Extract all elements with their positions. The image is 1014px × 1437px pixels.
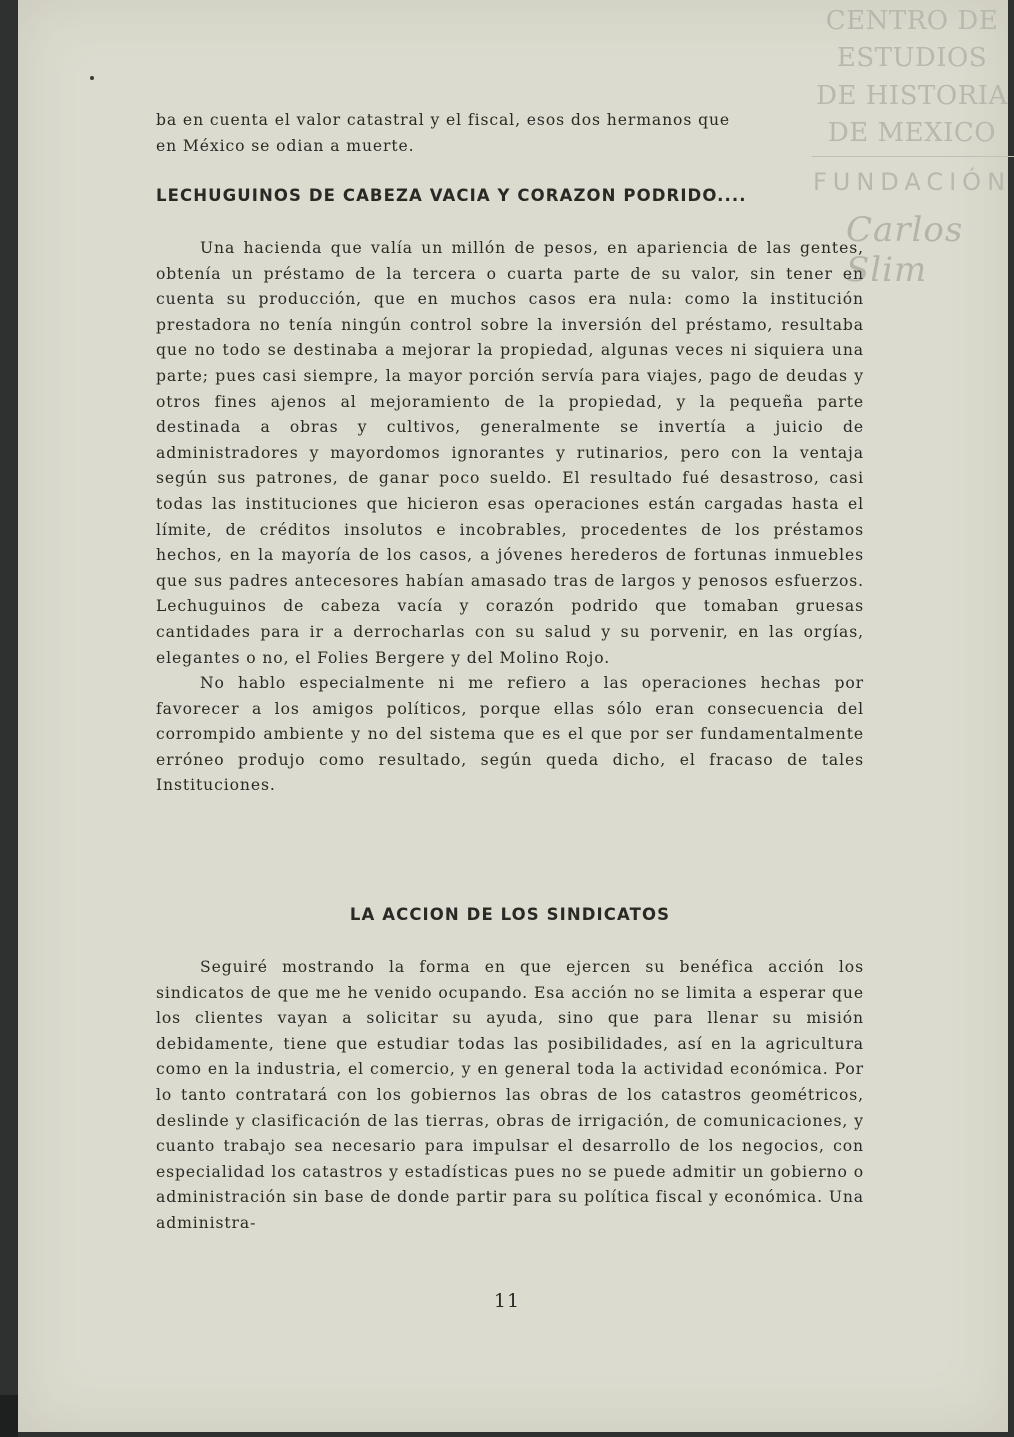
section-heading-lechuguinos: LECHUGUINOS DE CABEZA VACIA Y CORAZON PODRIDO....	[156, 186, 747, 205]
section1-paragraph-2: No hablo especialmente ni me refiero a las operaciones hechas por favorecer a los amigos políticos, porque ellas sólo eran consecuencia del corrompido ambiente y no del sistema que es el que por ser fundamentalmente erróneo produjo como resultado, según queda dicho, el fracaso de tales Instituciones.	[156, 674, 864, 795]
intro-text	[156, 108, 864, 159]
watermark-line-3: DE HISTORIA	[816, 81, 1008, 111]
intro-line-2: en México se odian a muerte.	[156, 136, 415, 155]
watermark-line-2: ESTUDIOS	[836, 43, 988, 73]
speck-mark	[90, 76, 94, 80]
scan-edge	[0, 1395, 18, 1437]
watermark-fundacion: FUNDACIÓN	[812, 168, 1012, 196]
section-heading-sindicatos: LA ACCION DE LOS SINDICATOS	[349, 905, 671, 924]
section2-paragraph-1: Seguiré mostrando la forma en que ejercen su benéfica acción los sindicatos de que me he venido ocupando. Esa acción no se limita a esperar que los clientes vayan a solicitar su ayuda, sino que para llenar su misión debidamente, tiene que estudiar todas las posibilidades, así en la agricultura como en la industria, el comercio, y en general toda la actividad económica. Por lo tanto contratará con los gobiernos las obras de los catastros geométricos, deslinde y clasificación de las tierras, obras de irrigación, de comunicaciones, y cuanto trabajo sea necesario para impulsar el desarrollo de los negocios, con especialidad los catastros y estadísticas pues no se puede admitir un gobierno o administración sin base de donde partir para su política fiscal y económica. Una administra-	[156, 958, 864, 1232]
section1-paragraph-1: Una hacienda que valía un millón de pesos, en apariencia de las gentes, obtenía un préstamo de la tercera o cuarta parte de su valor, sin tener en cuenta su producción, que en muchos casos era nula: como la institución prestadora no tenía ningún control sobre la inversión del préstamo, resultaba que no todo se destinaba a mejorar la propiedad, algunas veces ni siquiera una parte; pues casi siempre, la mayor porción servía para viajes, pago de deudas y otros fines ajenos al mejoramiento de la propiedad, y la pequeña parte destinada a obras y cultivos, generalmente se invertía a juicio de administradores y mayordomos ignorantes y rutinarios, pero con la ventaja según sus patrones, de ganar poco sueldo. El resultado fué desastroso, casi todas las instituciones que hicieron esas operaciones están cargadas hasta el límite, de créditos insolutos e incobrables, procedentes de los préstamos hechos, en la mayoría de los casos, a jóvenes herederos de fortunas inmuebles que sus padres antecesores habían amasado tras de largos y penosos esfuerzos. Lechuguinos de cabeza vacía y corazón podrido que tomaban gruesas cantidades para ir a derrocharlas con su salud y su porvenir, en las orgías, elegantes o no, el Folies Bergere y del Molino Rojo.	[156, 239, 864, 667]
page-number: 11	[493, 1290, 521, 1312]
section1-body	[156, 236, 864, 799]
watermark-line-4: DE MEXICO	[827, 118, 997, 148]
watermark-line-1: CENTRO DE	[825, 6, 999, 36]
intro-line-1: ba en cuenta el valor catastral y el fiscal, esos dos hermanos que	[156, 111, 731, 129]
watermark-signature: Carlos Slim	[846, 210, 964, 290]
section2-body	[156, 955, 864, 1237]
